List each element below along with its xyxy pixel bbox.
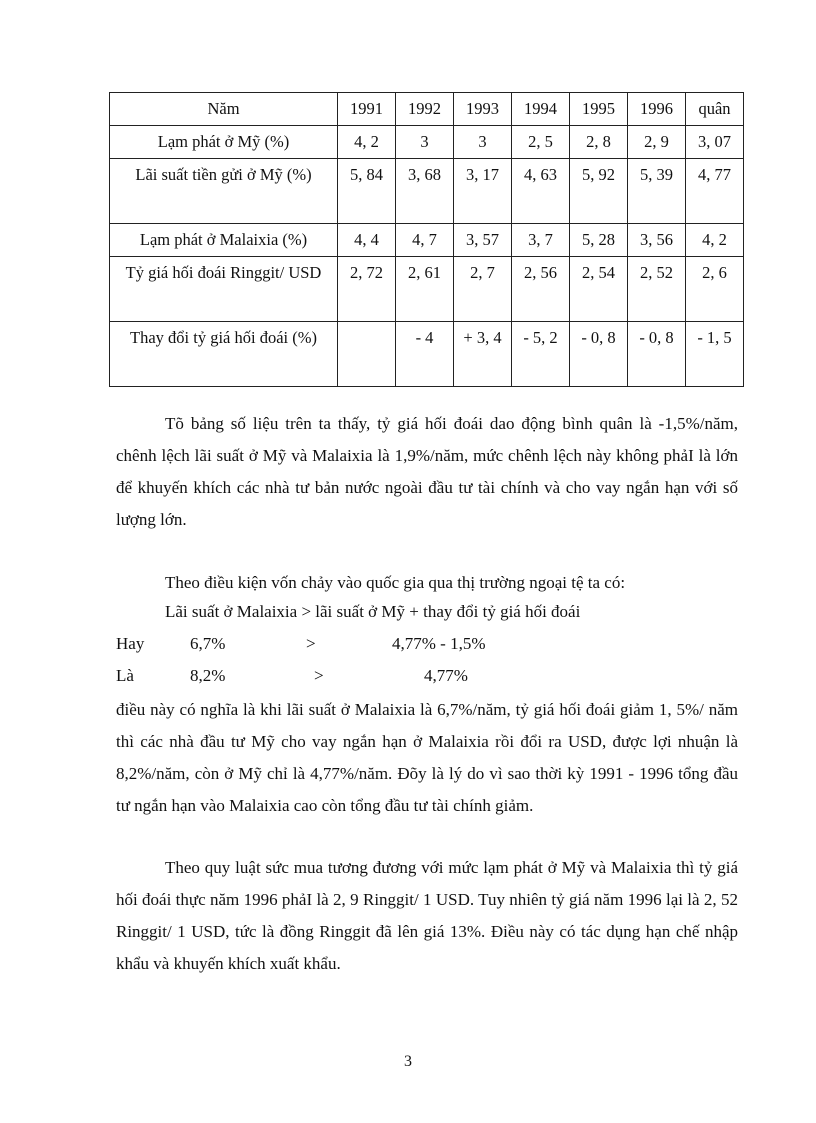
table-header-row	[110, 93, 744, 126]
table-row	[110, 126, 744, 159]
paragraph-condition: Theo điều kiện vốn chảy vào quốc gia qua thị trường ngoại tệ ta có:	[165, 573, 626, 592]
table-cell: 2, 52	[628, 257, 686, 322]
table-cell: 4, 63	[512, 159, 570, 224]
table-cell: 2, 7	[454, 257, 512, 322]
table-cell: 2, 61	[396, 257, 454, 322]
table-header-cell: 1994	[512, 93, 570, 126]
la-operator: >	[314, 666, 324, 685]
table-cell: - 1, 5	[686, 322, 744, 387]
table-header-cell: 1992	[396, 93, 454, 126]
table-cell: 3	[396, 126, 454, 159]
table-cell: 3, 57	[454, 224, 512, 257]
table-cell: Tỷ giá hối đoái Ringgit/ USD	[110, 257, 338, 322]
table-cell: - 5, 2	[512, 322, 570, 387]
table-cell: - 4	[396, 322, 454, 387]
table-row	[110, 257, 744, 322]
table-cell: Lạm phát ở Malaixia (%)	[110, 224, 338, 257]
hay-left-value: 6,7%	[190, 634, 226, 653]
table-header-cell: 1991	[338, 93, 396, 126]
la-left-value: 8,2%	[190, 666, 226, 685]
la-label: Là	[116, 666, 134, 685]
table-cell: Lạm phát ở Mỹ (%)	[110, 126, 338, 159]
table-cell: - 0, 8	[570, 322, 628, 387]
table-cell: 3, 7	[512, 224, 570, 257]
table-cell: 2, 56	[512, 257, 570, 322]
table-cell: 3, 17	[454, 159, 512, 224]
paragraph-explanation: điều này có nghĩa là khi lãi suất ở Malaixia là 6,7%/năm, tỷ giá hối đoái giảm 1, 5%/ năm thì các nhà đầu tư Mỹ cho vay ngắn hạn ở Malaixia rồi đổi ra USD, được lợi nhuận là 8,2%/năm, còn ở Mỹ chỉ là 4,77%/năm. Đõy là lý do vì sao thời kỳ 1991 - 1996 tổng đầu tư ngắn hạn vào Malaixia cao còn tổng đầu tư tài chính giảm.	[116, 700, 738, 815]
table-cell: 4, 7	[396, 224, 454, 257]
table-cell: 4, 2	[686, 224, 744, 257]
table-cell: + 3, 4	[454, 322, 512, 387]
table-cell: 2, 54	[570, 257, 628, 322]
hay-label: Hay	[116, 634, 145, 653]
table-header-cell: 1995	[570, 93, 628, 126]
table-cell: 2, 6	[686, 257, 744, 322]
formula-line: Lãi suất ở Malaixia > lãi suất ở Mỹ + thay đổi tỷ giá hối đoái	[165, 602, 581, 621]
table-row	[110, 322, 744, 387]
table-cell: 3, 07	[686, 126, 744, 159]
table-header-cell: quân	[686, 93, 744, 126]
table-cell: Lãi suất tiền gửi ở Mỹ (%)	[110, 159, 338, 224]
page-number: 3	[404, 1053, 412, 1070]
la-right-value: 4,77%	[424, 666, 468, 685]
table-row	[110, 159, 744, 224]
table-cell: 5, 28	[570, 224, 628, 257]
table-cell: 4, 2	[338, 126, 396, 159]
table-cell: 3, 68	[396, 159, 454, 224]
table-header-cell: 1996	[628, 93, 686, 126]
table-row	[110, 224, 744, 257]
table-cell: 2, 72	[338, 257, 396, 322]
table-cell: 2, 8	[570, 126, 628, 159]
paragraph-analysis: Tõ bảng số liệu trên ta thấy, tỷ giá hối đoái dao động bình quân là -1,5%/năm, chênh lệch lãi suất ở Mỹ và Malaixia là 1,9%/năm, mức chênh lệch này không phảI là lớn để khuyến khích các nhà tư bản nước ngoài đầu tư tài chính và cho vay ngắn hạn với số lượng lớn.	[116, 414, 738, 529]
table-cell: 4, 4	[338, 224, 396, 257]
table-cell: 3, 56	[628, 224, 686, 257]
table-cell: Thay đổi tỷ giá hối đoái (%)	[110, 322, 338, 387]
table-cell: 2, 5	[512, 126, 570, 159]
table-cell: 5, 84	[338, 159, 396, 224]
table-cell: 3	[454, 126, 512, 159]
paragraph-ppp: Theo quy luật sức mua tương đương với mức lạm phát ở Mỹ và Malaixia thì tỷ giá hối đoái thực năm 1996 phảI là 2, 9 Ringgit/ 1 USD. Tuy nhiên tỷ giá năm 1996 lại là 2, 52 Ringgit/ 1 USD, tức là đồng Ringgit đã lên giá 13%. Điều này có tác dụng hạn chế nhập khẩu và khuyến khích xuất khẩu.	[116, 858, 738, 973]
table-cell: 5, 39	[628, 159, 686, 224]
table-cell	[338, 322, 396, 387]
table-cell: 4, 77	[686, 159, 744, 224]
table-cell: 5, 92	[570, 159, 628, 224]
data-table	[109, 92, 744, 387]
table-header-cell: 1993	[454, 93, 512, 126]
table-cell: 2, 9	[628, 126, 686, 159]
table-header-cell: Năm	[110, 93, 338, 126]
hay-operator: >	[306, 634, 316, 653]
hay-right-value: 4,77% - 1,5%	[392, 634, 486, 653]
table-cell: - 0, 8	[628, 322, 686, 387]
